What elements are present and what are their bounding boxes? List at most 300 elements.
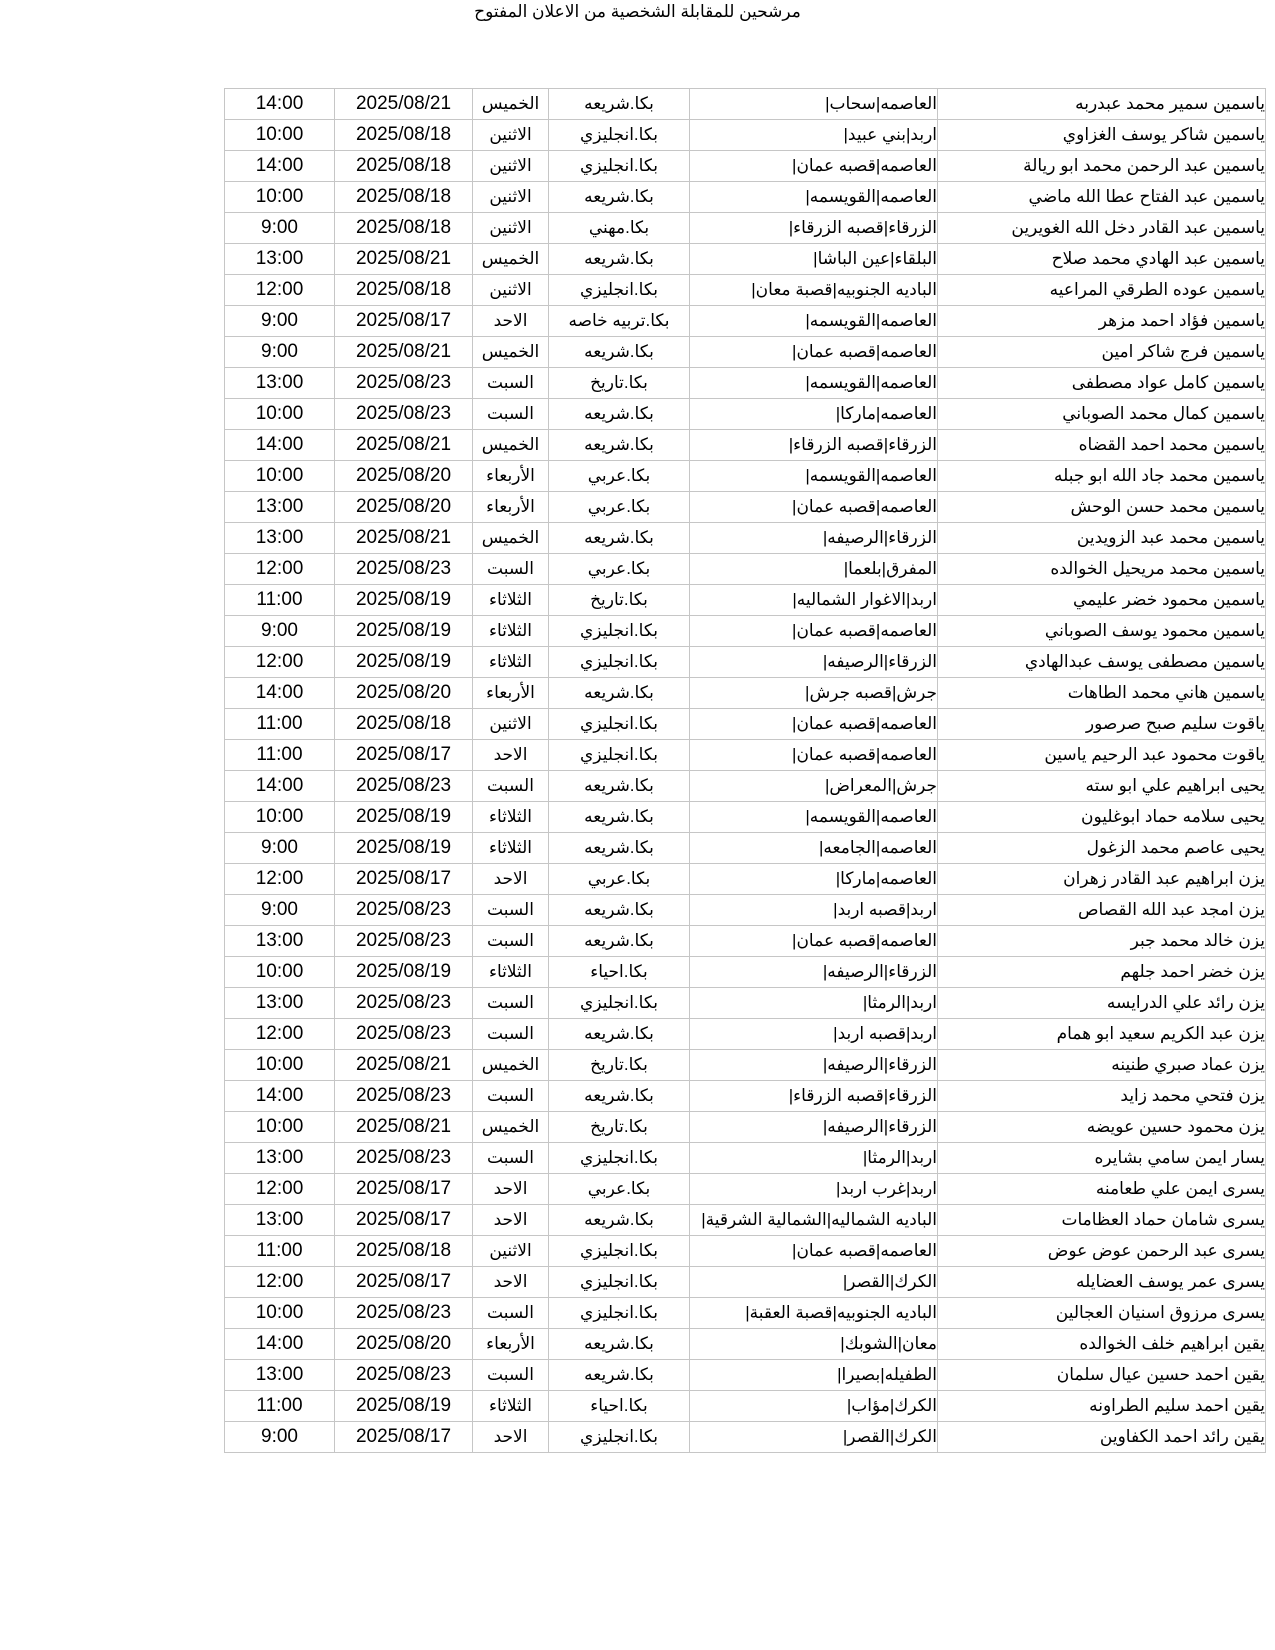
interview-time-cell: 9:00 bbox=[225, 213, 335, 244]
specialty-cell: بكا.انجليزي bbox=[549, 275, 690, 306]
interview-time-cell: 12:00 bbox=[225, 1019, 335, 1050]
candidate-name-cell: ياسمين محمد حسن الوحش bbox=[938, 492, 1266, 523]
interview-time-cell: 9:00 bbox=[225, 306, 335, 337]
interview-date-cell: 2025/08/19 bbox=[335, 802, 473, 833]
interview-day-cell: الأربعاء bbox=[473, 678, 549, 709]
interview-date-cell: 2025/08/19 bbox=[335, 616, 473, 647]
table-row bbox=[225, 1174, 1266, 1205]
region-cell: الزرقاء|الرصيفه| bbox=[690, 647, 938, 678]
interview-date-cell: 2025/08/23 bbox=[335, 554, 473, 585]
region-cell: العاصمه|قصبه عمان| bbox=[690, 709, 938, 740]
table-row bbox=[225, 244, 1266, 275]
candidate-name-cell: يسار ايمن سامي بشايره bbox=[938, 1143, 1266, 1174]
interview-date-cell: 2025/08/19 bbox=[335, 833, 473, 864]
interview-date-cell: 2025/08/23 bbox=[335, 368, 473, 399]
interview-day-cell: السبت bbox=[473, 368, 549, 399]
candidate-name-cell: ياسمين شاكر يوسف الغزاوي bbox=[938, 120, 1266, 151]
table-row bbox=[225, 461, 1266, 492]
interview-day-cell: السبت bbox=[473, 895, 549, 926]
candidate-name-cell: ياسمين عبد الهادي محمد صلاح bbox=[938, 244, 1266, 275]
table-row bbox=[225, 1081, 1266, 1112]
interview-time-cell: 14:00 bbox=[225, 1329, 335, 1360]
table-row bbox=[225, 740, 1266, 771]
interview-date-cell: 2025/08/21 bbox=[335, 523, 473, 554]
interview-day-cell: الاحد bbox=[473, 306, 549, 337]
region-cell: العاصمه|القويسمه| bbox=[690, 802, 938, 833]
interview-date-cell: 2025/08/21 bbox=[335, 89, 473, 120]
interview-date-cell: 2025/08/19 bbox=[335, 957, 473, 988]
region-cell: العاصمه|قصبه عمان| bbox=[690, 740, 938, 771]
interview-date-cell: 2025/08/17 bbox=[335, 740, 473, 771]
interview-day-cell: السبت bbox=[473, 1019, 549, 1050]
interview-time-cell: 14:00 bbox=[225, 89, 335, 120]
specialty-cell: بكا.شريعه bbox=[549, 895, 690, 926]
region-cell: الزرقاء|الرصيفه| bbox=[690, 1050, 938, 1081]
candidate-name-cell: ياقوت سليم صبح صرصور bbox=[938, 709, 1266, 740]
interview-date-cell: 2025/08/23 bbox=[335, 988, 473, 1019]
table-row bbox=[225, 1298, 1266, 1329]
interview-time-cell: 13:00 bbox=[225, 1360, 335, 1391]
region-cell: الكرك|القصر| bbox=[690, 1267, 938, 1298]
table-row bbox=[225, 523, 1266, 554]
table-row bbox=[225, 89, 1266, 120]
region-cell: الزرقاء|قصبه الزرقاء| bbox=[690, 1081, 938, 1112]
specialty-cell: بكا.تاريخ bbox=[549, 1112, 690, 1143]
table-row bbox=[225, 1329, 1266, 1360]
candidate-name-cell: يزن ابراهيم عبد القادر زهران bbox=[938, 864, 1266, 895]
interview-day-cell: الاحد bbox=[473, 1267, 549, 1298]
table-row bbox=[225, 1391, 1266, 1422]
region-cell: الزرقاء|الرصيفه| bbox=[690, 957, 938, 988]
table-row bbox=[225, 1422, 1266, 1453]
interview-time-cell: 10:00 bbox=[225, 120, 335, 151]
specialty-cell: بكا.شريعه bbox=[549, 1329, 690, 1360]
candidate-name-cell: يقين احمد حسين عيال سلمان bbox=[938, 1360, 1266, 1391]
interview-time-cell: 10:00 bbox=[225, 957, 335, 988]
candidate-name-cell: يزن عماد صبري طنينه bbox=[938, 1050, 1266, 1081]
candidate-name-cell: ياسمين محمود يوسف الصوباني bbox=[938, 616, 1266, 647]
candidate-name-cell: يقين رائد احمد الكفاوين bbox=[938, 1422, 1266, 1453]
table-row bbox=[225, 957, 1266, 988]
interview-date-cell: 2025/08/21 bbox=[335, 1050, 473, 1081]
interview-day-cell: الاحد bbox=[473, 1174, 549, 1205]
interview-time-cell: 13:00 bbox=[225, 368, 335, 399]
interview-date-cell: 2025/08/23 bbox=[335, 1019, 473, 1050]
interview-time-cell: 14:00 bbox=[225, 430, 335, 461]
region-cell: العاصمه|قصبه عمان| bbox=[690, 151, 938, 182]
specialty-cell: بكا.انجليزي bbox=[549, 740, 690, 771]
specialty-cell: بكا.تاريخ bbox=[549, 585, 690, 616]
interview-date-cell: 2025/08/23 bbox=[335, 1143, 473, 1174]
interview-time-cell: 10:00 bbox=[225, 182, 335, 213]
region-cell: الزرقاء|قصبه الزرقاء| bbox=[690, 430, 938, 461]
interview-time-cell: 12:00 bbox=[225, 864, 335, 895]
interview-day-cell: الخميس bbox=[473, 337, 549, 368]
region-cell: الباديه الجنوبيه|قصبة العقبة| bbox=[690, 1298, 938, 1329]
interview-time-cell: 10:00 bbox=[225, 802, 335, 833]
candidate-name-cell: يحيى سلامه حماد ابوغليون bbox=[938, 802, 1266, 833]
table-row bbox=[225, 864, 1266, 895]
interview-date-cell: 2025/08/18 bbox=[335, 182, 473, 213]
interview-time-cell: 10:00 bbox=[225, 1112, 335, 1143]
interview-time-cell: 12:00 bbox=[225, 1174, 335, 1205]
interview-time-cell: 12:00 bbox=[225, 554, 335, 585]
interview-time-cell: 9:00 bbox=[225, 337, 335, 368]
table-row bbox=[225, 213, 1266, 244]
interview-day-cell: السبت bbox=[473, 988, 549, 1019]
candidate-name-cell: يسرى مرزوق اسنيان العجالين bbox=[938, 1298, 1266, 1329]
interview-day-cell: الثلاثاء bbox=[473, 957, 549, 988]
specialty-cell: بكا.تربيه خاصه bbox=[549, 306, 690, 337]
interview-date-cell: 2025/08/19 bbox=[335, 1391, 473, 1422]
candidate-name-cell: ياسمين عبد القادر دخل الله الغويرين bbox=[938, 213, 1266, 244]
interview-date-cell: 2025/08/20 bbox=[335, 678, 473, 709]
table-row bbox=[225, 647, 1266, 678]
candidate-name-cell: يسرى ايمن علي طعامنه bbox=[938, 1174, 1266, 1205]
interview-date-cell: 2025/08/23 bbox=[335, 1081, 473, 1112]
table-row bbox=[225, 802, 1266, 833]
interview-day-cell: الاثنين bbox=[473, 213, 549, 244]
specialty-cell: بكا.شريعه bbox=[549, 244, 690, 275]
region-cell: المفرق|بلعما| bbox=[690, 554, 938, 585]
interview-time-cell: 13:00 bbox=[225, 1205, 335, 1236]
region-cell: العاصمه|الجامعه| bbox=[690, 833, 938, 864]
interview-date-cell: 2025/08/19 bbox=[335, 647, 473, 678]
region-cell: العاصمه|القويسمه| bbox=[690, 306, 938, 337]
candidate-name-cell: ياسمين محمد احمد القضاه bbox=[938, 430, 1266, 461]
region-cell: جرش|المعراض| bbox=[690, 771, 938, 802]
specialty-cell: بكا.عربي bbox=[549, 461, 690, 492]
table-row bbox=[225, 833, 1266, 864]
table-row bbox=[225, 368, 1266, 399]
interview-date-cell: 2025/08/20 bbox=[335, 461, 473, 492]
candidate-name-cell: ياسمين هاني محمد الطاهات bbox=[938, 678, 1266, 709]
interview-date-cell: 2025/08/18 bbox=[335, 275, 473, 306]
candidate-name-cell: يقين احمد سليم الطراونه bbox=[938, 1391, 1266, 1422]
interview-time-cell: 13:00 bbox=[225, 523, 335, 554]
interview-date-cell: 2025/08/18 bbox=[335, 120, 473, 151]
table-row bbox=[225, 399, 1266, 430]
table-row bbox=[225, 430, 1266, 461]
region-cell: جرش|قصبه جرش| bbox=[690, 678, 938, 709]
interview-time-cell: 14:00 bbox=[225, 151, 335, 182]
specialty-cell: بكا.انجليزي bbox=[549, 151, 690, 182]
specialty-cell: بكا.شريعه bbox=[549, 1205, 690, 1236]
table-row bbox=[225, 1112, 1266, 1143]
table-row bbox=[225, 585, 1266, 616]
candidate-name-cell: يزن خالد محمد جبر bbox=[938, 926, 1266, 957]
region-cell: العاصمه|قصبه عمان| bbox=[690, 337, 938, 368]
interview-date-cell: 2025/08/23 bbox=[335, 926, 473, 957]
interview-day-cell: السبت bbox=[473, 926, 549, 957]
interview-day-cell: الخميس bbox=[473, 1112, 549, 1143]
candidate-name-cell: يقين ابراهيم خلف الخوالده bbox=[938, 1329, 1266, 1360]
interview-day-cell: الخميس bbox=[473, 89, 549, 120]
specialty-cell: بكا.شريعه bbox=[549, 89, 690, 120]
candidates-table bbox=[224, 88, 1266, 1453]
interview-day-cell: الثلاثاء bbox=[473, 616, 549, 647]
interview-date-cell: 2025/08/23 bbox=[335, 1360, 473, 1391]
candidate-name-cell: يزن فتحي محمد زايد bbox=[938, 1081, 1266, 1112]
candidate-name-cell: ياسمين محمود خضر عليمي bbox=[938, 585, 1266, 616]
region-cell: الباديه الشماليه|الشمالية الشرقية| bbox=[690, 1205, 938, 1236]
interview-date-cell: 2025/08/17 bbox=[335, 1205, 473, 1236]
region-cell: العاصمه|قصبه عمان| bbox=[690, 1236, 938, 1267]
interview-date-cell: 2025/08/21 bbox=[335, 244, 473, 275]
interview-time-cell: 14:00 bbox=[225, 678, 335, 709]
interview-day-cell: السبت bbox=[473, 554, 549, 585]
candidate-name-cell: ياسمين محمد مريحيل الخوالده bbox=[938, 554, 1266, 585]
specialty-cell: بكا.انجليزي bbox=[549, 988, 690, 1019]
region-cell: اربد|قصبه اربد| bbox=[690, 1019, 938, 1050]
region-cell: العاصمه|قصبه عمان| bbox=[690, 616, 938, 647]
interview-time-cell: 14:00 bbox=[225, 1081, 335, 1112]
specialty-cell: بكا.عربي bbox=[549, 554, 690, 585]
region-cell: الكرك|القصر| bbox=[690, 1422, 938, 1453]
candidate-name-cell: يزن محمود حسين عويضه bbox=[938, 1112, 1266, 1143]
interview-date-cell: 2025/08/17 bbox=[335, 1267, 473, 1298]
interview-time-cell: 13:00 bbox=[225, 492, 335, 523]
region-cell: اربد|بني عبيد| bbox=[690, 120, 938, 151]
specialty-cell: بكا.شريعه bbox=[549, 430, 690, 461]
specialty-cell: بكا.عربي bbox=[549, 1174, 690, 1205]
interview-time-cell: 11:00 bbox=[225, 1391, 335, 1422]
interview-time-cell: 10:00 bbox=[225, 399, 335, 430]
table-row bbox=[225, 771, 1266, 802]
region-cell: اربد|الرمثا| bbox=[690, 1143, 938, 1174]
interview-day-cell: الثلاثاء bbox=[473, 1391, 549, 1422]
interview-day-cell: الاثنين bbox=[473, 182, 549, 213]
region-cell: اربد|الرمثا| bbox=[690, 988, 938, 1019]
specialty-cell: بكا.شريعه bbox=[549, 771, 690, 802]
interview-time-cell: 11:00 bbox=[225, 709, 335, 740]
region-cell: اربد|الاغوار الشماليه| bbox=[690, 585, 938, 616]
table-row bbox=[225, 554, 1266, 585]
interview-day-cell: الاحد bbox=[473, 740, 549, 771]
candidate-name-cell: ياسمين عبد الرحمن محمد ابو ريالة bbox=[938, 151, 1266, 182]
region-cell: العاصمه|ماركا| bbox=[690, 864, 938, 895]
interview-day-cell: السبت bbox=[473, 1360, 549, 1391]
region-cell: العاصمه|القويسمه| bbox=[690, 182, 938, 213]
specialty-cell: بكا.شريعه bbox=[549, 523, 690, 554]
interview-day-cell: الخميس bbox=[473, 1050, 549, 1081]
interview-time-cell: 13:00 bbox=[225, 988, 335, 1019]
specialty-cell: بكا.انجليزي bbox=[549, 1422, 690, 1453]
interview-date-cell: 2025/08/17 bbox=[335, 864, 473, 895]
interview-date-cell: 2025/08/21 bbox=[335, 1112, 473, 1143]
interview-day-cell: الخميس bbox=[473, 430, 549, 461]
interview-date-cell: 2025/08/23 bbox=[335, 771, 473, 802]
candidate-name-cell: ياسمين محمد جاد الله ابو جبله bbox=[938, 461, 1266, 492]
interview-date-cell: 2025/08/20 bbox=[335, 1329, 473, 1360]
table-row bbox=[225, 306, 1266, 337]
candidate-name-cell: يحيى ابراهيم علي ابو سته bbox=[938, 771, 1266, 802]
specialty-cell: بكا.عربي bbox=[549, 864, 690, 895]
candidate-name-cell: يحيى عاصم محمد الزغول bbox=[938, 833, 1266, 864]
page-title: مرشحين للمقابلة الشخصية من الاعلان المفتوح bbox=[474, 2, 801, 21]
specialty-cell: بكا.احياء bbox=[549, 1391, 690, 1422]
table-row bbox=[225, 1019, 1266, 1050]
interview-time-cell: 9:00 bbox=[225, 616, 335, 647]
specialty-cell: بكا.عربي bbox=[549, 492, 690, 523]
interview-day-cell: الاثنين bbox=[473, 151, 549, 182]
interview-day-cell: الاحد bbox=[473, 1422, 549, 1453]
interview-day-cell: الأربعاء bbox=[473, 1329, 549, 1360]
interview-date-cell: 2025/08/20 bbox=[335, 492, 473, 523]
interview-time-cell: 11:00 bbox=[225, 585, 335, 616]
table-row bbox=[225, 337, 1266, 368]
table-row bbox=[225, 1267, 1266, 1298]
interview-date-cell: 2025/08/18 bbox=[335, 1236, 473, 1267]
specialty-cell: بكا.شريعه bbox=[549, 833, 690, 864]
specialty-cell: بكا.شريعه bbox=[549, 1019, 690, 1050]
interview-day-cell: الاحد bbox=[473, 1205, 549, 1236]
specialty-cell: بكا.تاريخ bbox=[549, 368, 690, 399]
interview-time-cell: 12:00 bbox=[225, 647, 335, 678]
region-cell: الزرقاء|الرصيفه| bbox=[690, 1112, 938, 1143]
region-cell: العاصمه|سحاب| bbox=[690, 89, 938, 120]
table-row bbox=[225, 988, 1266, 1019]
region-cell: العاصمه|القويسمه| bbox=[690, 461, 938, 492]
interview-time-cell: 13:00 bbox=[225, 1143, 335, 1174]
table-row bbox=[225, 616, 1266, 647]
interview-time-cell: 13:00 bbox=[225, 244, 335, 275]
specialty-cell: بكا.انجليزي bbox=[549, 1143, 690, 1174]
table-row bbox=[225, 678, 1266, 709]
interview-date-cell: 2025/08/23 bbox=[335, 1298, 473, 1329]
region-cell: العاصمه|قصبه عمان| bbox=[690, 926, 938, 957]
table-row bbox=[225, 182, 1266, 213]
interview-date-cell: 2025/08/19 bbox=[335, 585, 473, 616]
interview-day-cell: السبت bbox=[473, 1081, 549, 1112]
interview-time-cell: 10:00 bbox=[225, 1298, 335, 1329]
specialty-cell: بكا.شريعه bbox=[549, 678, 690, 709]
interview-day-cell: الاثنين bbox=[473, 120, 549, 151]
interview-day-cell: الثلاثاء bbox=[473, 833, 549, 864]
candidate-name-cell: ياسمين سمير محمد عبدربه bbox=[938, 89, 1266, 120]
interview-day-cell: السبت bbox=[473, 1143, 549, 1174]
table-row bbox=[225, 926, 1266, 957]
candidate-name-cell: يزن رائد علي الدرايسه bbox=[938, 988, 1266, 1019]
region-cell: الزرقاء|الرصيفه| bbox=[690, 523, 938, 554]
interview-time-cell: 13:00 bbox=[225, 926, 335, 957]
interview-day-cell: الاثنين bbox=[473, 275, 549, 306]
interview-time-cell: 12:00 bbox=[225, 1267, 335, 1298]
interview-date-cell: 2025/08/21 bbox=[335, 337, 473, 368]
interview-day-cell: الثلاثاء bbox=[473, 802, 549, 833]
interview-time-cell: 11:00 bbox=[225, 740, 335, 771]
interview-day-cell: السبت bbox=[473, 1298, 549, 1329]
interview-date-cell: 2025/08/23 bbox=[335, 895, 473, 926]
candidate-name-cell: ياسمين مصطفى يوسف عبدالهادي bbox=[938, 647, 1266, 678]
table-row bbox=[225, 1236, 1266, 1267]
table-row bbox=[225, 492, 1266, 523]
interview-date-cell: 2025/08/18 bbox=[335, 709, 473, 740]
region-cell: العاصمه|ماركا| bbox=[690, 399, 938, 430]
table-row bbox=[225, 275, 1266, 306]
table-row bbox=[225, 1050, 1266, 1081]
interview-time-cell: 9:00 bbox=[225, 895, 335, 926]
candidate-name-cell: ياسمين عوده الطرقي المراعيه bbox=[938, 275, 1266, 306]
interview-time-cell: 11:00 bbox=[225, 1236, 335, 1267]
specialty-cell: بكا.انجليزي bbox=[549, 120, 690, 151]
interview-day-cell: الاثنين bbox=[473, 1236, 549, 1267]
interview-day-cell: الاحد bbox=[473, 864, 549, 895]
specialty-cell: بكا.شريعه bbox=[549, 337, 690, 368]
specialty-cell: بكا.شريعه bbox=[549, 182, 690, 213]
interview-date-cell: 2025/08/17 bbox=[335, 306, 473, 337]
candidate-name-cell: يسرى شامان حماد العظامات bbox=[938, 1205, 1266, 1236]
interview-day-cell: السبت bbox=[473, 399, 549, 430]
specialty-cell: بكا.شريعه bbox=[549, 802, 690, 833]
interview-day-cell: الخميس bbox=[473, 523, 549, 554]
interview-day-cell: الثلاثاء bbox=[473, 585, 549, 616]
specialty-cell: بكا.شريعه bbox=[549, 1360, 690, 1391]
region-cell: اربد|غرب اربد| bbox=[690, 1174, 938, 1205]
interview-day-cell: الاثنين bbox=[473, 709, 549, 740]
specialty-cell: بكا.شريعه bbox=[549, 926, 690, 957]
candidate-name-cell: يزن خضر احمد جلهم bbox=[938, 957, 1266, 988]
interview-date-cell: 2025/08/17 bbox=[335, 1174, 473, 1205]
table-row bbox=[225, 895, 1266, 926]
candidate-name-cell: ياسمين كامل عواد مصطفى bbox=[938, 368, 1266, 399]
region-cell: البلقاء|عين الباشا| bbox=[690, 244, 938, 275]
table-row bbox=[225, 120, 1266, 151]
specialty-cell: بكا.انجليزي bbox=[549, 1298, 690, 1329]
interview-time-cell: 9:00 bbox=[225, 1422, 335, 1453]
interview-time-cell: 14:00 bbox=[225, 771, 335, 802]
interview-date-cell: 2025/08/18 bbox=[335, 151, 473, 182]
candidate-name-cell: ياسمين محمد عبد الزويدين bbox=[938, 523, 1266, 554]
table-row bbox=[225, 1205, 1266, 1236]
specialty-cell: بكا.انجليزي bbox=[549, 1236, 690, 1267]
specialty-cell: بكا.تاريخ bbox=[549, 1050, 690, 1081]
interview-time-cell: 9:00 bbox=[225, 833, 335, 864]
candidate-name-cell: ياسمين فؤاد احمد مزهر bbox=[938, 306, 1266, 337]
interview-date-cell: 2025/08/23 bbox=[335, 399, 473, 430]
specialty-cell: بكا.احياء bbox=[549, 957, 690, 988]
specialty-cell: بكا.انجليزي bbox=[549, 709, 690, 740]
candidates-table-body bbox=[225, 89, 1266, 1453]
table-row bbox=[225, 1143, 1266, 1174]
candidate-name-cell: يزن امجد عبد الله القصاص bbox=[938, 895, 1266, 926]
interview-day-cell: الخميس bbox=[473, 244, 549, 275]
specialty-cell: بكا.مهني bbox=[549, 213, 690, 244]
candidate-name-cell: يسرى عبد الرحمن عوض عوض bbox=[938, 1236, 1266, 1267]
region-cell: الزرقاء|قصبه الزرقاء| bbox=[690, 213, 938, 244]
specialty-cell: بكا.شريعه bbox=[549, 399, 690, 430]
specialty-cell: بكا.انجليزي bbox=[549, 1267, 690, 1298]
interview-day-cell: الأربعاء bbox=[473, 492, 549, 523]
candidate-name-cell: يزن عبد الكريم سعيد ابو همام bbox=[938, 1019, 1266, 1050]
specialty-cell: بكا.انجليزي bbox=[549, 647, 690, 678]
table-row bbox=[225, 151, 1266, 182]
region-cell: العاصمه|قصبه عمان| bbox=[690, 492, 938, 523]
region-cell: الكرك|مؤاب| bbox=[690, 1391, 938, 1422]
interview-time-cell: 10:00 bbox=[225, 461, 335, 492]
interview-date-cell: 2025/08/21 bbox=[335, 430, 473, 461]
specialty-cell: بكا.شريعه bbox=[549, 1081, 690, 1112]
interview-date-cell: 2025/08/17 bbox=[335, 1422, 473, 1453]
specialty-cell: بكا.انجليزي bbox=[549, 616, 690, 647]
table-row bbox=[225, 709, 1266, 740]
region-cell: اربد|قصبه اربد| bbox=[690, 895, 938, 926]
candidate-name-cell: ياسمين كمال محمد الصوباني bbox=[938, 399, 1266, 430]
interview-time-cell: 12:00 bbox=[225, 275, 335, 306]
region-cell: الطفيله|بصيرا| bbox=[690, 1360, 938, 1391]
interview-time-cell: 10:00 bbox=[225, 1050, 335, 1081]
interview-day-cell: السبت bbox=[473, 771, 549, 802]
